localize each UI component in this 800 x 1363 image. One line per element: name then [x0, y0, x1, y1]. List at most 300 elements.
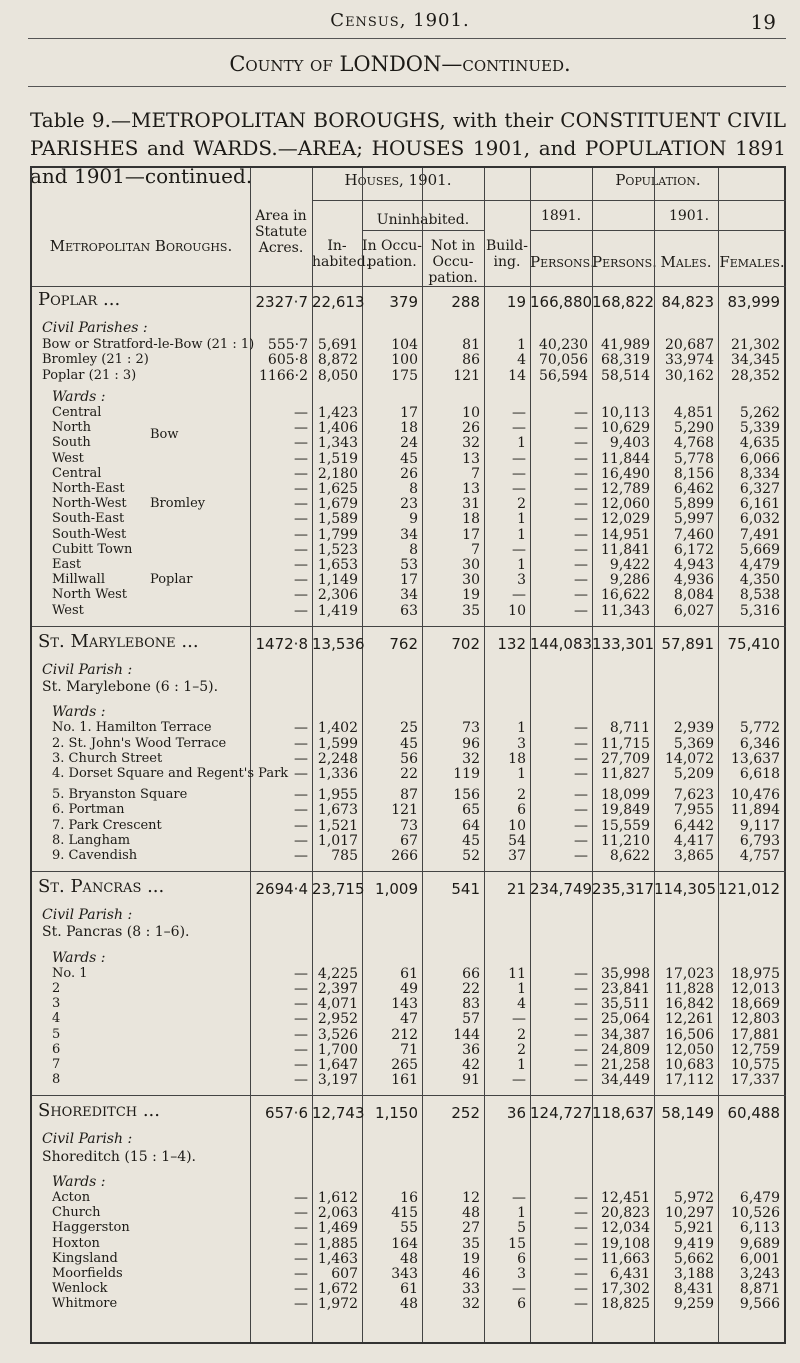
value-cell: 6,431 — [609, 1266, 650, 1282]
value-cell: — — [574, 435, 588, 452]
value-cell: — — [294, 1250, 308, 1267]
value-cell: 2 — [517, 787, 526, 804]
value-cell: 4 — [517, 352, 526, 369]
value-cell: — — [294, 572, 308, 589]
header-rule-1 — [312, 200, 786, 201]
value-cell: 35 — [462, 602, 480, 619]
section-rule — [32, 871, 786, 872]
value-cell: 1 — [517, 526, 526, 543]
ward-name: South — [52, 435, 91, 451]
value-cell: 26 — [400, 465, 418, 482]
value-cell: 144,083 — [530, 634, 593, 653]
value-cell: 7,955 — [673, 802, 714, 819]
civil-parish-heading: Civil Parish : — [42, 1131, 133, 1148]
value-cell: — — [294, 981, 308, 997]
header-bottom-rule — [32, 286, 786, 287]
value-cell: — — [294, 965, 308, 982]
value-cell: 6,032 — [739, 511, 780, 528]
ward-name: 3. Church Street — [52, 750, 163, 766]
value-cell: 12,803 — [731, 1011, 780, 1028]
county-rule — [28, 86, 786, 87]
value-cell: 14 — [508, 367, 526, 384]
value-cell: — — [512, 481, 526, 497]
value-cell: 1,017 — [317, 832, 358, 849]
value-cell: 8,622 — [609, 848, 650, 864]
value-cell: — — [574, 766, 588, 782]
borough-name: Shoreditch ... — [38, 1100, 161, 1122]
value-cell: — — [294, 450, 308, 467]
value-cell: 20,823 — [601, 1205, 650, 1222]
ward-name: No. 1. Hamilton Terrace — [52, 720, 212, 736]
value-cell: 52 — [462, 848, 480, 864]
value-cell: 19 — [462, 587, 480, 604]
value-cell: 5,997 — [673, 511, 714, 528]
value-cell: 607 — [331, 1266, 358, 1282]
value-cell: 22 — [462, 981, 480, 997]
value-cell: 1,972 — [317, 1296, 358, 1313]
value-cell: — — [574, 450, 588, 467]
ward-name: 7. Park Crescent — [52, 817, 162, 833]
value-cell: 9,419 — [673, 1235, 714, 1252]
ward-name: 5. Bryanston Square — [52, 787, 188, 803]
value-cell: — — [574, 541, 588, 558]
running-title: Census, 1901. — [330, 10, 470, 31]
value-cell: 57,891 — [661, 634, 714, 653]
value-cell: 2,306 — [317, 587, 358, 604]
value-cell: — — [512, 420, 526, 437]
ward-name: 6 — [52, 1041, 61, 1057]
value-cell: 46 — [462, 1266, 480, 1282]
value-cell: 5,691 — [317, 337, 358, 354]
value-cell: 48 — [400, 1296, 418, 1313]
value-cell: 1,150 — [375, 1104, 418, 1123]
value-cell: 161 — [391, 1072, 418, 1089]
value-cell: 1 — [517, 1057, 526, 1073]
value-cell: 4,417 — [673, 832, 714, 849]
inhabited-header: In-habited. — [312, 238, 371, 270]
value-cell: 56,594 — [539, 367, 588, 384]
value-cell: 11,828 — [665, 981, 714, 997]
value-cell: 13,637 — [731, 750, 780, 767]
value-cell: 32 — [462, 750, 480, 767]
value-cell: 12,759 — [731, 1041, 780, 1058]
value-cell: 48 — [462, 1205, 480, 1222]
pop-1891-header: 1891. — [540, 208, 582, 224]
value-cell: 1 — [517, 557, 526, 573]
civil-parish-heading: Civil Parish : — [42, 661, 133, 678]
ward-name: Millwall — [52, 572, 105, 588]
value-cell: — — [574, 465, 588, 482]
value-cell: 121 — [391, 802, 418, 819]
value-cell: 5,972 — [673, 1190, 714, 1206]
civil-parish-heading: Civil Parish : — [42, 907, 133, 924]
value-cell: 5,316 — [739, 602, 780, 619]
value-cell: 2,397 — [317, 981, 358, 997]
value-cell: — — [574, 481, 588, 497]
value-cell: 11,894 — [731, 802, 780, 819]
value-cell: 119 — [453, 766, 480, 782]
value-cell: 8,711 — [609, 720, 650, 737]
value-cell: 12,789 — [601, 481, 650, 497]
value-cell: 28,352 — [731, 367, 780, 384]
value-cell: — — [294, 996, 308, 1013]
value-cell: — — [574, 405, 588, 421]
value-cell: 9,259 — [673, 1296, 714, 1313]
value-cell: 3,865 — [673, 848, 714, 864]
value-cell: 6,618 — [739, 766, 780, 782]
value-cell: 18 — [508, 750, 526, 767]
value-cell: 1,672 — [317, 1281, 358, 1298]
value-cell: 11 — [508, 965, 526, 982]
value-cell: 1 — [517, 511, 526, 528]
value-cell: 17,302 — [601, 1281, 650, 1298]
value-cell: 6,161 — [739, 496, 780, 513]
value-cell: 83,999 — [727, 293, 780, 311]
ward-name: West — [52, 602, 84, 618]
value-cell: 18 — [462, 511, 480, 528]
value-cell: 5,772 — [739, 720, 780, 737]
value-cell: 12 — [462, 1190, 480, 1206]
ward-name: North-East — [52, 481, 125, 496]
value-cell: — — [294, 541, 308, 558]
value-cell: 37 — [508, 848, 526, 864]
ward-name: Central — [52, 465, 102, 481]
value-cell: 168,822 — [592, 293, 655, 311]
value-cell: — — [294, 750, 308, 767]
value-cell: 18,669 — [731, 996, 780, 1013]
value-cell: 4,635 — [739, 435, 780, 452]
value-cell: 49 — [400, 981, 418, 997]
value-cell: 33 — [462, 1281, 480, 1298]
value-cell: 4,768 — [673, 435, 714, 452]
value-cell: 40,230 — [539, 337, 588, 354]
value-cell: 34,345 — [731, 352, 780, 369]
ward-name: Moorfields — [52, 1266, 123, 1281]
ward-name: West — [52, 450, 84, 466]
value-cell: 8,156 — [673, 465, 714, 482]
value-cell: 166,880 — [530, 293, 593, 311]
in-occupation-header: In Occu-pation. — [362, 238, 422, 270]
value-cell: 25 — [400, 720, 418, 737]
value-cell: — — [574, 1011, 588, 1028]
value-cell: — — [574, 557, 588, 573]
value-cell: 1 — [517, 766, 526, 782]
value-cell: 1,523 — [317, 541, 358, 558]
ward-name: 8. Langham — [52, 832, 131, 848]
ward-name: 6. Portman — [52, 802, 125, 818]
males-header: Males. — [660, 253, 712, 271]
value-cell: 53 — [400, 557, 418, 573]
value-cell: — — [574, 1026, 588, 1043]
value-cell: 1,647 — [317, 1057, 358, 1073]
value-cell: 18,975 — [731, 965, 780, 982]
value-cell: — — [512, 405, 526, 421]
value-cell: 5,209 — [673, 766, 714, 782]
value-cell: 32 — [462, 1296, 480, 1313]
value-cell: 1 — [517, 981, 526, 997]
value-cell: 8,871 — [739, 1281, 780, 1298]
ward-name: Wenlock — [52, 1281, 108, 1297]
value-cell: 6,442 — [673, 817, 714, 834]
value-cell: 27,709 — [601, 750, 650, 767]
value-cell: — — [574, 720, 588, 737]
value-cell: 6,066 — [739, 450, 780, 467]
value-cell: 11,715 — [601, 735, 650, 752]
value-cell: — — [574, 750, 588, 767]
value-cell: — — [574, 981, 588, 997]
value-cell: 252 — [451, 1104, 480, 1123]
value-cell: 11,844 — [601, 450, 650, 467]
value-cell: 16 — [400, 1190, 418, 1206]
value-cell: 3 — [517, 1266, 526, 1282]
value-cell: — — [574, 420, 588, 437]
value-cell: 96 — [462, 735, 480, 752]
value-cell: 57 — [462, 1011, 480, 1028]
value-cell: 12,451 — [601, 1190, 650, 1206]
value-cell: 21,258 — [601, 1057, 650, 1073]
value-cell: 7 — [471, 541, 480, 558]
value-cell: — — [294, 465, 308, 482]
value-cell: 2,939 — [673, 720, 714, 737]
wards-heading: Wards : — [52, 949, 106, 966]
value-cell: 7,460 — [673, 526, 714, 543]
value-cell: — — [294, 720, 308, 737]
value-cell: 81 — [462, 337, 480, 354]
value-cell: 17,881 — [731, 1026, 780, 1043]
value-cell: 415 — [391, 1205, 418, 1222]
value-cell: 15 — [508, 1235, 526, 1252]
value-cell: 8,050 — [317, 367, 358, 384]
value-cell: 22,613 — [312, 293, 365, 311]
value-cell: 6 — [517, 1296, 526, 1313]
ward-name: Central — [52, 405, 102, 420]
value-cell: 133,301 — [592, 634, 655, 653]
value-cell: 234,749 — [530, 880, 593, 899]
ward-name: Kingsland — [52, 1250, 118, 1266]
ward-name: North West — [52, 587, 128, 603]
value-cell: 6,172 — [673, 541, 714, 558]
value-cell: — — [294, 1041, 308, 1058]
value-cell: 16,842 — [665, 996, 714, 1013]
value-cell: 4,071 — [317, 996, 358, 1013]
parish-name: St. Marylebone (6 : 1–5). — [42, 679, 219, 695]
value-cell: 4,479 — [739, 557, 780, 573]
value-cell: 18,825 — [601, 1296, 650, 1313]
females-header: Females. — [719, 253, 785, 271]
wards-heading: Wards : — [52, 704, 106, 721]
value-cell: 58,149 — [661, 1104, 714, 1123]
ward-group-name: Bow — [150, 427, 179, 443]
value-cell: 9,566 — [739, 1296, 780, 1313]
value-cell: — — [574, 1281, 588, 1298]
value-cell: 4,225 — [317, 965, 358, 982]
value-cell: 657·6 — [265, 1104, 308, 1123]
value-cell: 12,013 — [731, 981, 780, 997]
value-cell: — — [294, 787, 308, 804]
ward-group-name: Bromley — [150, 495, 206, 511]
value-cell: 8 — [409, 541, 418, 558]
value-cell: 10,526 — [731, 1205, 780, 1222]
value-cell: 70,056 — [539, 352, 588, 369]
value-cell: — — [294, 435, 308, 452]
uninhabited-header: Uninhabited. — [376, 212, 470, 228]
value-cell: 5,662 — [673, 1250, 714, 1267]
value-cell: — — [574, 1190, 588, 1206]
value-cell: 45 — [400, 450, 418, 467]
value-cell: 8,334 — [739, 465, 780, 482]
value-cell: — — [294, 1296, 308, 1313]
value-cell: 14,072 — [665, 750, 714, 767]
value-cell: — — [512, 465, 526, 482]
value-cell: — — [294, 1011, 308, 1028]
value-cell: 12,050 — [665, 1041, 714, 1058]
value-cell: 2,952 — [317, 1011, 358, 1028]
value-cell: 87 — [400, 787, 418, 804]
header-rule — [28, 38, 786, 39]
value-cell: 12,060 — [601, 496, 650, 513]
parish-name: Bow or Stratford-le-Bow (21 : 1) — [42, 337, 255, 353]
value-cell: 4 — [517, 996, 526, 1013]
value-cell: 14,951 — [601, 526, 650, 543]
value-cell: 32 — [462, 435, 480, 452]
ward-name: 2 — [52, 981, 61, 996]
value-cell: 34 — [400, 526, 418, 543]
value-cell: 266 — [391, 848, 418, 864]
ward-name: North-West — [52, 496, 127, 512]
value-cell: 2,180 — [317, 465, 358, 482]
value-cell: 1 — [517, 435, 526, 452]
value-cell: 9,403 — [609, 435, 650, 452]
value-cell: — — [294, 1205, 308, 1222]
page-number: 19 — [750, 10, 776, 34]
value-cell: 11,343 — [601, 602, 650, 619]
value-cell: 10,575 — [731, 1057, 780, 1073]
parish-name: Poplar (21 : 3) — [42, 367, 137, 383]
borough-name: Poplar ... — [38, 289, 121, 310]
value-cell: 8,431 — [673, 1281, 714, 1298]
value-cell: 2 — [517, 1041, 526, 1058]
value-cell: 2 — [517, 496, 526, 513]
ward-name: South-West — [52, 526, 127, 542]
wards-heading: Wards : — [52, 1173, 106, 1190]
value-cell: 164 — [391, 1235, 418, 1252]
value-cell: 100 — [391, 352, 418, 369]
value-cell: 23,841 — [601, 981, 650, 997]
value-cell: 124,727 — [530, 1104, 593, 1123]
value-cell: 2 — [517, 1026, 526, 1043]
value-cell: — — [574, 496, 588, 513]
value-cell: 35,998 — [601, 965, 650, 982]
value-cell: 5,669 — [739, 541, 780, 558]
value-cell: 75,410 — [727, 634, 780, 653]
value-cell: 16,490 — [601, 465, 650, 482]
value-cell: 26 — [462, 420, 480, 437]
value-cell: 36 — [506, 1104, 526, 1123]
value-cell: 555·7 — [267, 337, 308, 354]
value-cell: 2327·7 — [255, 293, 308, 311]
value-cell: — — [294, 832, 308, 849]
value-cell: — — [574, 1220, 588, 1237]
value-cell: 30 — [462, 572, 480, 589]
value-cell: — — [574, 735, 588, 752]
value-cell: — — [574, 848, 588, 864]
value-cell: 8,538 — [739, 587, 780, 604]
value-cell: 67 — [400, 832, 418, 849]
value-cell: 11,827 — [601, 766, 650, 782]
value-cell: — — [512, 541, 526, 558]
value-cell: 63 — [400, 602, 418, 619]
value-cell: 19 — [462, 1250, 480, 1267]
value-cell: 7 — [471, 465, 480, 482]
ward-name: No. 1 — [52, 965, 88, 981]
value-cell: 6,001 — [739, 1250, 780, 1267]
value-cell: 5,899 — [673, 496, 714, 513]
value-cell: 18 — [400, 420, 418, 437]
value-cell: 1166·2 — [259, 367, 308, 384]
parish-name: Shoreditch (15 : 1–4). — [42, 1148, 197, 1165]
ward-name: 8 — [52, 1072, 61, 1088]
value-cell: 61 — [400, 1281, 418, 1298]
ward-name: Haggerston — [52, 1220, 130, 1236]
borough-header: Metropolitan Boroughs. — [49, 237, 233, 255]
value-cell: 156 — [453, 787, 480, 804]
value-cell: 66 — [462, 965, 480, 982]
value-cell: 9,689 — [739, 1235, 780, 1252]
persons-1891-header: Persons. — [530, 253, 595, 271]
value-cell: 41,989 — [601, 337, 650, 354]
value-cell: 61 — [400, 965, 418, 982]
value-cell: 1 — [517, 1205, 526, 1222]
value-cell: 11,841 — [601, 541, 650, 558]
value-cell: 12,261 — [665, 1011, 714, 1028]
value-cell: 4,851 — [673, 405, 714, 421]
value-cell: 17,337 — [731, 1072, 780, 1089]
value-cell: 1472·8 — [255, 634, 308, 653]
value-cell: 343 — [391, 1266, 418, 1282]
wards-heading: Wards : — [52, 388, 106, 405]
value-cell: 30 — [462, 557, 480, 573]
population-header: Population. — [615, 171, 701, 189]
building-header: Build-ing. — [486, 238, 528, 270]
value-cell: 1,336 — [317, 766, 358, 782]
value-cell: — — [574, 1041, 588, 1058]
value-cell: 1,799 — [317, 526, 358, 543]
ward-name: North — [52, 420, 92, 436]
value-cell: 84,823 — [661, 293, 714, 311]
section-rule — [32, 1095, 786, 1096]
census-table — [30, 166, 786, 1344]
value-cell: 30,162 — [665, 367, 714, 384]
value-cell: — — [294, 1026, 308, 1043]
value-cell: 34,449 — [601, 1072, 650, 1089]
value-cell: — — [512, 587, 526, 604]
value-cell: 1,402 — [317, 720, 358, 737]
value-cell: 10 — [462, 405, 480, 421]
value-cell: 36 — [462, 1041, 480, 1058]
value-cell: 10,683 — [665, 1057, 714, 1073]
value-cell: 144 — [453, 1026, 480, 1043]
value-cell: — — [574, 1072, 588, 1089]
value-cell: 16,506 — [665, 1026, 714, 1043]
value-cell: 1 — [517, 337, 526, 354]
value-cell: 541 — [451, 880, 480, 899]
value-cell: — — [574, 1235, 588, 1252]
value-cell: 24 — [400, 435, 418, 452]
value-cell: 68,319 — [601, 352, 650, 369]
value-cell: 2,248 — [317, 750, 358, 767]
value-cell: 379 — [389, 293, 418, 311]
value-cell: 23,715 — [312, 880, 365, 899]
